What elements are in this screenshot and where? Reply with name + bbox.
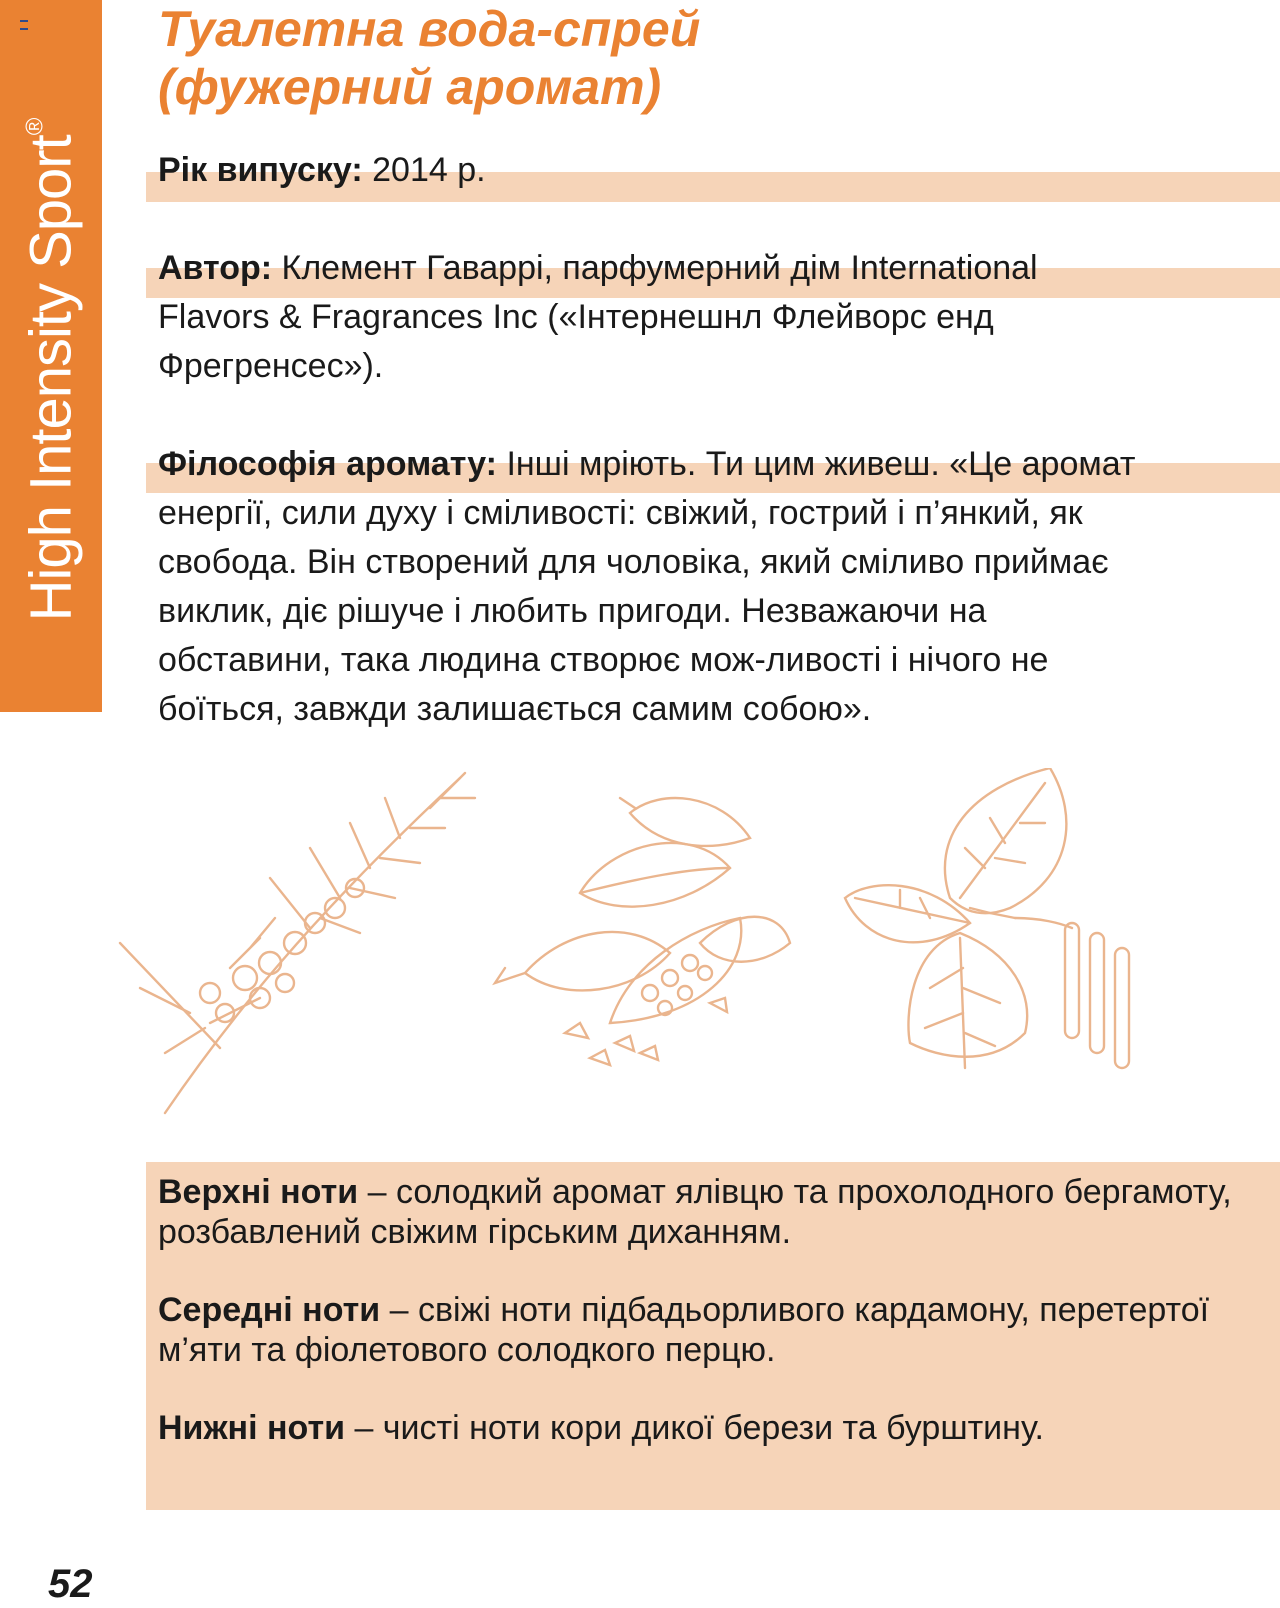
ingredient-illustrations (110, 768, 1170, 1128)
birch-leaves-icon (845, 768, 1129, 1068)
philosophy-label: Філософія аромату: (158, 445, 497, 483)
middle-notes-label: Середні ноти (158, 1291, 381, 1329)
top-notes (158, 1172, 1258, 1252)
product-title-line2: (фужерний аромат) (158, 59, 662, 115)
fragrance-philosophy (158, 440, 1158, 734)
product-title-line1: Туалетна вода-спрей (158, 1, 701, 57)
philosophy-value: Інші мріють. Ти цим живеш. «Це аромат енергії, сили духу і сміливості: свіжий, гострий і п’янкий, як свобода. Він створений для чоловіка, який сміливо приймає виклик, діє рішуче і любить пригоди. Незважаючи на обставини, така людина створює мож-ливості і нічого не боїться, завжди залишається самим собою». (158, 445, 1136, 728)
middle-notes (158, 1290, 1258, 1370)
blue-mark-icon (20, 20, 28, 30)
middle-notes-text: – свіжі ноти підбадьорливого кардамону, перетертої м’яти та фіолетового солодкого перцю. (158, 1291, 1210, 1369)
release-year-value: 2014 р. (362, 151, 486, 189)
top-notes-label: Верхні ноти (158, 1173, 359, 1211)
base-notes-label: Нижні ноти (158, 1409, 345, 1447)
fragrance-notes-panel (146, 1162, 1280, 1510)
author-label: Автор: (158, 249, 273, 287)
juniper-branch-icon (120, 773, 475, 1113)
page-number: 52 (48, 1562, 93, 1606)
cardamom-pods-icon (495, 798, 790, 1065)
side-tab-label: High Intensity Sport® (18, 118, 84, 622)
release-year-label: Рік випуску: (158, 151, 363, 189)
top-notes-text: – солодкий аромат ялівцю та прохолодного бергамоту, розбавлений свіжим гірським диханням. (158, 1173, 1232, 1251)
author (158, 244, 1158, 391)
side-tab (0, 0, 102, 712)
release-year (158, 146, 1158, 195)
base-notes-text: – чисті ноти кори дикої берези та бурштину. (345, 1409, 1044, 1447)
base-notes (158, 1408, 1258, 1448)
author-value: Клемент Гаваррі, парфумерний дім International Flavors & Fragrances Inc («Інтернешнл Флейворс енд Фрегренсес»). (158, 249, 1038, 385)
product-title (158, 0, 1158, 116)
